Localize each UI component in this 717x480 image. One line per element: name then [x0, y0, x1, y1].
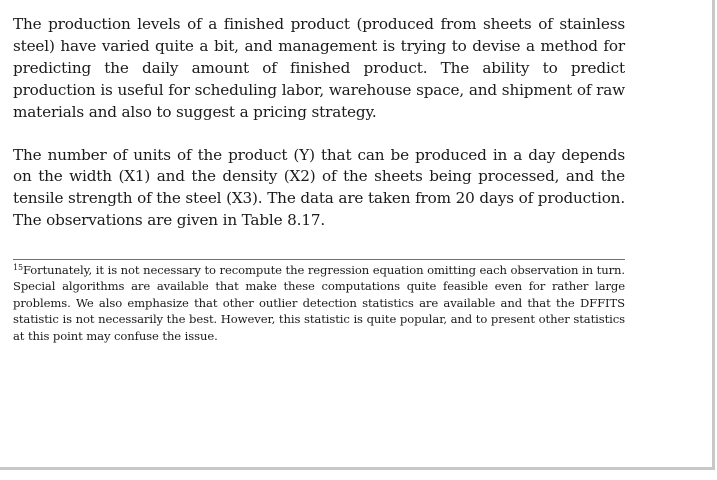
paragraph: The number of units of the product (Y) that can be produced in a day depends on the width (X1) and the density (X2) of the sheets being processed, and the tensile strength of the steel (X3). The data are taken from 20 days of production. The observations are given in Table 8.17.	[13, 145, 625, 230]
footnote-text: Fortunately, it is not necessary to recompute the regression equation omitting each observation in turn. Special algorithms are available that make these computations quite feasible even for rather large problems. We also emphasize that other outlier detection statistics are available and that the DFFITS statistic is not necessarily the best. However, this statistic is quite popular, and to present other statistics at this point may confuse the issue.	[13, 263, 625, 343]
page-bottom-border	[0, 467, 715, 470]
body-text	[13, 14, 625, 232]
footnote-number: 15	[13, 263, 23, 272]
footnote	[13, 262, 625, 344]
footnote-rule	[13, 259, 625, 260]
paragraph: The production levels of a finished product (produced from sheets of stainless steel) have varied quite a bit, and management is trying to devise a method for predicting the daily amount of finished product. The ability to predict production is useful for scheduling labor, warehouse space, and shipment of raw materials and also to suggest a pricing strategy.	[13, 15, 625, 121]
page-right-border	[712, 0, 715, 470]
